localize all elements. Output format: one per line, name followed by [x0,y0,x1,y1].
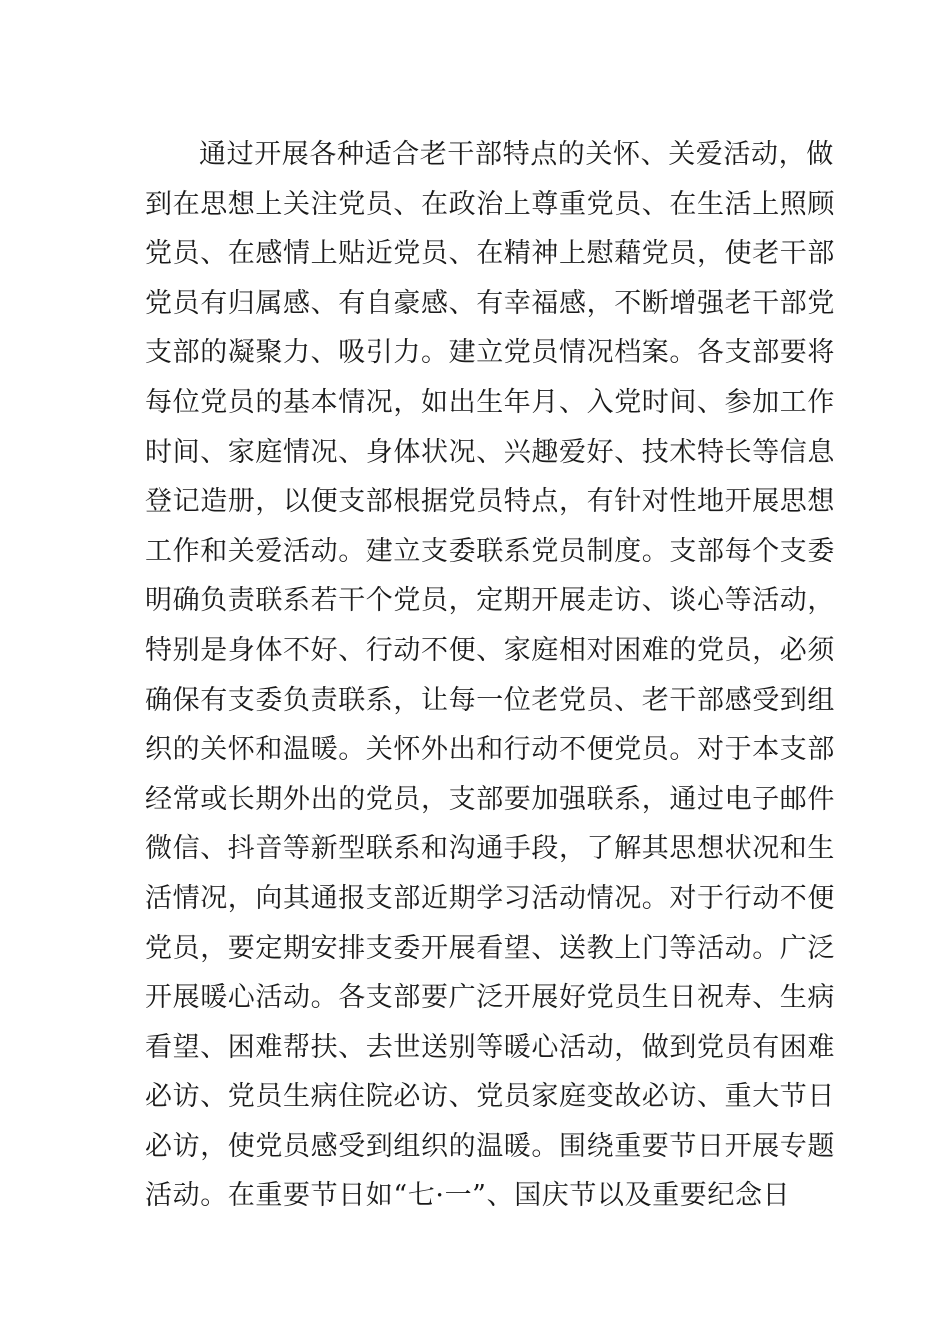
text-line: 特别是身体不好、行动不便、家庭相对困难的党员，必须 [145,634,835,666]
text-line: 织的关怀和温暖。关怀外出和行动不便党员。对于本支部 [145,734,835,766]
text-line: 必访，使党员感受到组织的温暖。围绕重要节日开展专题 [145,1130,835,1162]
text-line: 时间、家庭情况、身体状况、兴趣爱好、技术特长等信息 [145,436,835,468]
text-line: 经常或长期外出的党员，支部要加强联系，通过电子邮件 [145,783,835,815]
text-line: 支部的凝聚力、吸引力。建立党员情况档案。各支部要将 [145,337,835,369]
body-paragraph [145,130,835,1221]
text-line: 党员，要定期安排支委开展看望、送教上门等活动。广泛 [145,932,835,964]
text-line: 活情况，向其通报支部近期学习活动情况。对于行动不便 [145,882,835,914]
text-line: 通过开展各种适合老干部特点的关怀、关爱活动，做 [199,139,834,170]
text-line: 登记造册，以便支部根据党员特点，有针对性地开展思想 [145,486,835,518]
text-line: 微信、抖音等新型联系和沟通手段，了解其思想状况和生 [145,833,835,865]
text-line: 确保有支委负责联系，让每一位老党员、老干部感受到组 [145,684,835,716]
text-line: 必访、党员生病住院必访、党员家庭变故必访、重大节日 [145,1081,835,1113]
text-line: 明确负责联系若干个党员，定期开展走访、谈心等活动， [145,585,835,617]
text-line: 到在思想上关注党员、在政治上尊重党员、在生活上照顾 [145,188,835,220]
text-line: 工作和关爱活动。建立支委联系党员制度。支部每个支委 [145,535,835,567]
text-line: 看望、困难帮扶、去世送别等暖心活动，做到党员有困难 [145,1031,835,1063]
text-line: 每位党员的基本情况，如出生年月、入党时间、参加工作 [145,386,835,418]
text-line: 党员有归属感、有自豪感、有幸福感，不断增强老干部党 [145,287,835,319]
text-line: 活动。在重要节日如“七·一”、国庆节以及重要纪念日 [145,1180,791,1212]
text-line: 党员、在感情上贴近党员、在精神上慰藉党员，使老干部 [145,238,835,270]
text-line: 开展暖心活动。各支部要广泛开展好党员生日祝寿、生病 [145,982,835,1014]
